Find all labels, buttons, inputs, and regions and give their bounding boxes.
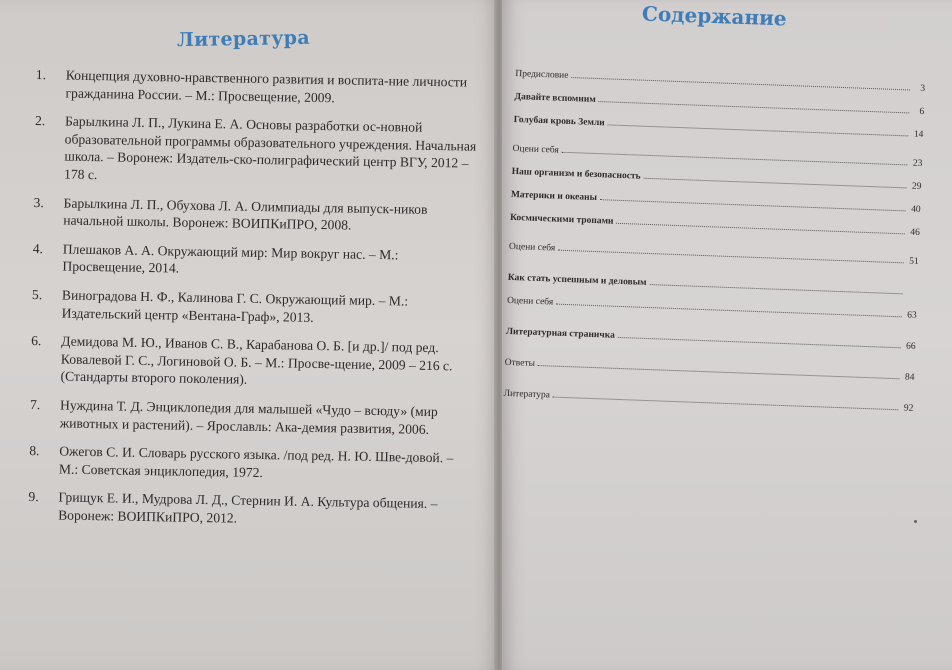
toc-dot-leader — [558, 249, 904, 264]
reference-number: 9. — [28, 489, 39, 505]
toc-entry-page: 66 — [905, 341, 916, 352]
reference-item — [26, 488, 472, 531]
reference-text: Ожегов С. И. Словарь русского языка. /под ред. Н. Ю. Шве-довой. – М.: Советская энциклопедия, 1972. — [58, 443, 454, 480]
toc-dot-leader — [618, 336, 901, 348]
toc-entry-label: Голубая кровь Земли — [513, 114, 605, 129]
toc-entry-label: Предисловие — [515, 68, 569, 81]
reference-number: 5. — [31, 286, 43, 303]
reference-text: Нуждина Т. Д. Энциклопедия для малышей «Чудо – всюду» (мир животных и растений). – Ярославль: Ака-демия развития, 2006. — [59, 397, 438, 437]
toc-dot-leader — [616, 222, 904, 235]
toc-entry-page: 14 — [913, 129, 924, 140]
toc-dot-leader — [556, 303, 902, 318]
reference-text: Барылкина Л. П., Обухова Л. А. Олимпиады для выпуск-ников начальной школы. Воронеж: ВОИПКиПРО, 2008. — [63, 195, 428, 233]
reference-item — [33, 66, 479, 109]
reference-item — [30, 240, 476, 283]
toc-entry-label: Наш организм и безопасность — [511, 166, 641, 182]
references-list — [26, 66, 479, 542]
reference-number: 4. — [32, 240, 44, 256]
toc-entry-label: Ответы — [504, 357, 536, 369]
reference-text: Плешаков А. А. Окружающий мир: Мир вокруг нас. – М.: Просвещение, 2014. — [62, 241, 399, 276]
page-title-literature: Литература — [176, 26, 311, 52]
toc-entry-label: Как стать успешным и деловым — [507, 272, 647, 288]
reference-text: Концепция духовно-нравственного развития и воспита-ние личности гражданина России. – М.: Просвещение, 2009. — [65, 67, 468, 105]
reference-text: Грищук Е. И., Мудрова Л. Д., Стернин И. А. Культура общения. – Воронеж: ВОИПКиПРО, 2012. — [58, 489, 438, 526]
reference-item — [28, 396, 474, 439]
reference-number: 7. — [29, 396, 41, 413]
toc-entry-label: Литература — [503, 388, 551, 401]
reference-number: 6. — [31, 333, 42, 349]
toc-entry-page: 51 — [909, 256, 919, 267]
toc-entry-page: 46 — [910, 227, 920, 238]
toc-entry-page: 84 — [904, 372, 915, 383]
reference-number: 1. — [35, 67, 47, 83]
toc-entry-page: 63 — [907, 310, 917, 321]
reference-number: 8. — [29, 443, 40, 459]
toc-entry-page: 3 — [920, 83, 926, 95]
reference-item — [32, 112, 478, 190]
reference-item — [27, 442, 473, 485]
toc-entry-page: 40 — [910, 204, 921, 215]
toc-entry-label: Литературная страничка — [505, 326, 615, 341]
toc-entry-label: Космическими тропами — [509, 212, 614, 227]
reference-item — [31, 194, 477, 237]
toc-entry-page: 23 — [912, 158, 923, 169]
reference-text: Виноградова Н. Ф., Калинова Г. С. Окружающий мир. – М.: Издательский центр «Вентана-Граф», 2013. — [61, 287, 409, 325]
reference-text: Барылкина Л. П., Лукина Е. А. Основы разработки ос-новной образовательной программы образовательного учреждения. Начальная школа. – Воронеж: Издатель-ско-полиграфический центр ВГУ, 2012 – 178 с. — [63, 113, 477, 183]
toc-entry-label: Давайте вспомним — [514, 91, 596, 105]
table-of-contents — [503, 56, 925, 414]
toc-dot-leader — [538, 364, 900, 379]
reference-number: 3. — [33, 194, 44, 210]
reference-text: Демидова М. Ю., Иванов С. В., Карабанова О. Б. [и др.]/ под ред. Ковалевой Г. С., Логиновой О. Б. – М.: Просве-щение, 2009 – 216 с. (Стандарты второго поколения). — [60, 333, 453, 388]
reference-item — [30, 286, 476, 329]
toc-entry-label: Материки и океаны — [510, 189, 598, 204]
page-title-contents: Содержание — [641, 1, 788, 31]
toc-entry-label: Оцени себя — [506, 295, 554, 308]
toc-entry-label: Оцени себя — [508, 241, 556, 254]
toc-dot-leader — [608, 123, 909, 136]
paper-speck — [914, 520, 917, 523]
toc-entry-page: 6 — [919, 106, 925, 117]
toc-entry-label: Оцени себя — [512, 143, 559, 156]
toc-entry-page: 92 — [903, 403, 914, 414]
toc-entry-page: 29 — [911, 181, 922, 192]
reference-item — [28, 332, 474, 393]
reference-number: 2. — [34, 113, 46, 129]
